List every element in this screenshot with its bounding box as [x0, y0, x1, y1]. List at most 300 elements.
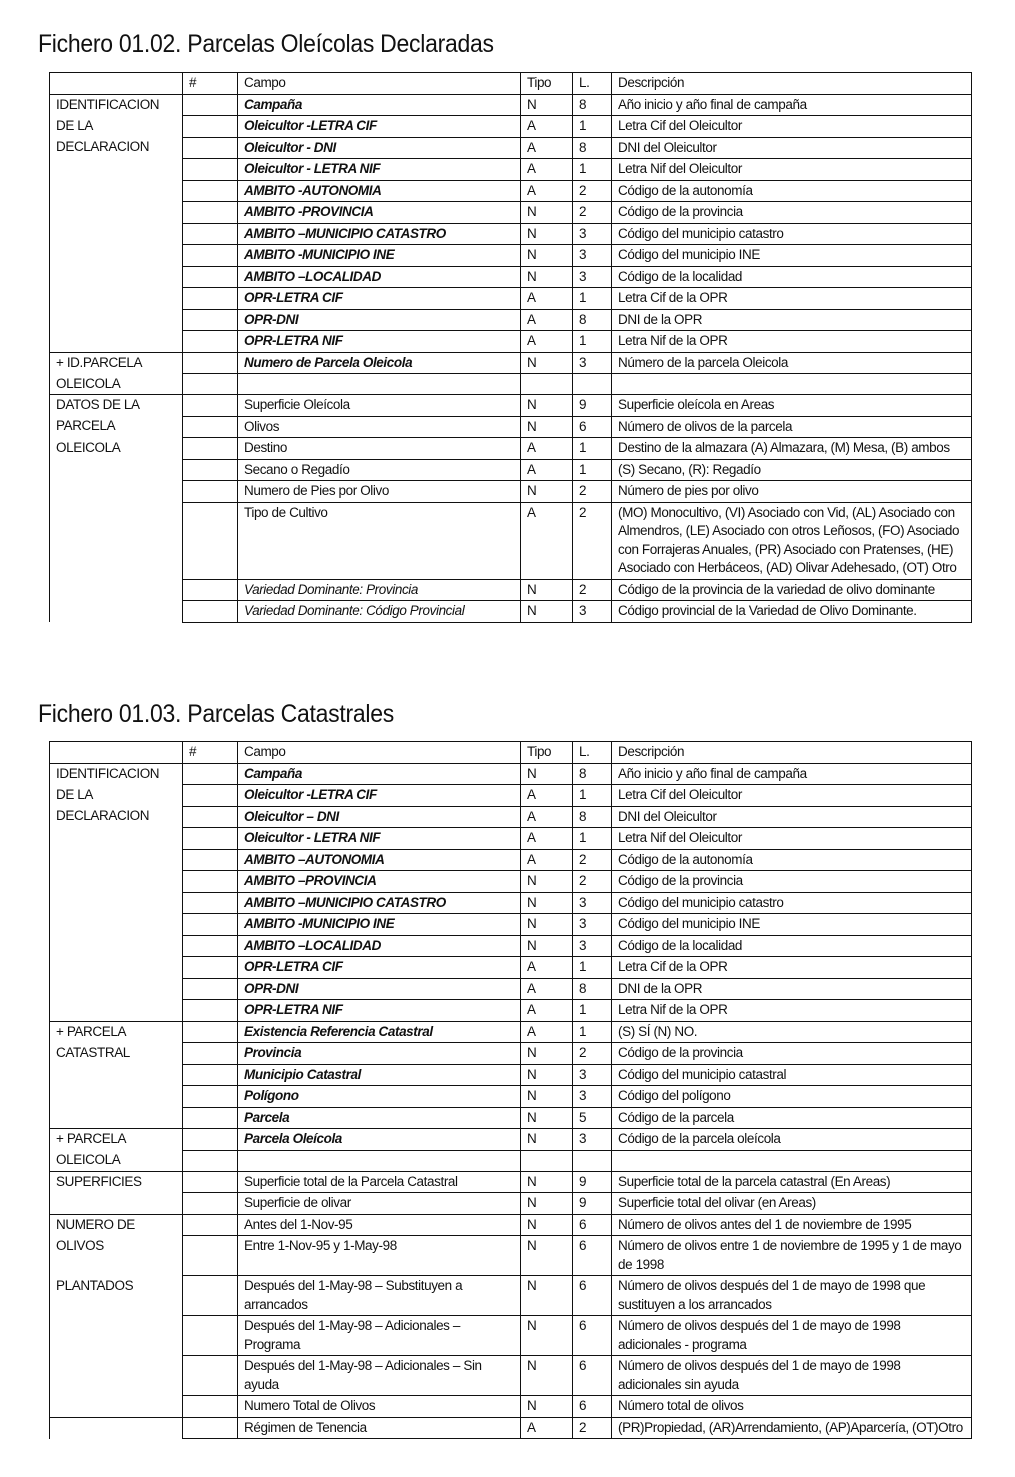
table-row [50, 502, 972, 579]
description-cell: Código de la autonomía [612, 180, 972, 202]
campo-cell: Campaña [238, 94, 521, 116]
tipo-cell: N [521, 935, 573, 957]
group-cell [50, 1356, 183, 1396]
description-cell: (PR)Propiedad, (AR)Arrendamiento, (AP)Aparcería, (OT)Otro [612, 1417, 972, 1439]
tipo-cell: A [521, 137, 573, 159]
tipo-cell: N [521, 1356, 573, 1396]
tipo-cell: N [521, 1236, 573, 1276]
campo-cell: Numero Total de Olivos [238, 1396, 521, 1418]
tipo-cell: A [521, 159, 573, 181]
table-row [50, 1171, 972, 1193]
description-cell [612, 1150, 972, 1171]
hash-cell [183, 1107, 238, 1129]
table-row [50, 1276, 972, 1316]
table-row [50, 978, 972, 1000]
table-row [50, 395, 972, 417]
group-cell [50, 245, 183, 267]
hash-cell [183, 459, 238, 481]
campo-cell: AMBITO –PROVINCIA [238, 871, 521, 893]
header-hash-cell: # [183, 73, 238, 95]
hash-cell [183, 1043, 238, 1065]
tipo-cell: N [521, 871, 573, 893]
group-cell [50, 1396, 183, 1418]
group-cell: OLEICOLA [50, 438, 183, 460]
tipo-cell: A [521, 331, 573, 353]
fields-table [49, 72, 972, 623]
section-title: Fichero 01.03. Parcelas Catastrales [38, 700, 394, 728]
tipo-cell: A [521, 116, 573, 138]
length-cell: 1 [573, 331, 612, 353]
table-row [50, 137, 972, 159]
group-cell: IDENTIFICACION [50, 94, 183, 116]
tipo-cell: A [521, 828, 573, 850]
length-cell: 2 [573, 1043, 612, 1065]
hash-cell [183, 601, 238, 623]
hash-cell [183, 288, 238, 310]
campo-cell: AMBITO –MUNICIPIO CATASTRO [238, 892, 521, 914]
description-cell: Código de la parcela oleícola [612, 1129, 972, 1151]
campo-cell: AMBITO –LOCALIDAD [238, 266, 521, 288]
hash-cell [183, 395, 238, 417]
tipo-cell: N [521, 1171, 573, 1193]
table-row [50, 1356, 972, 1396]
group-cell [50, 1316, 183, 1356]
hash-cell [183, 416, 238, 438]
hash-cell [183, 871, 238, 893]
campo-cell: Oleicultor -LETRA CIF [238, 785, 521, 807]
section-title: Fichero 01.02. Parcelas Oleícolas Declaradas [38, 30, 494, 58]
length-cell: 6 [573, 1356, 612, 1396]
description-cell: Letra Cif de la OPR [612, 957, 972, 979]
campo-cell: OPR-DNI [238, 978, 521, 1000]
table-row [50, 1236, 972, 1276]
campo-cell: Después del 1-May-98 – Substituyen a arrancados [238, 1276, 521, 1316]
group-cell: NUMERO DE [50, 1214, 183, 1236]
hash-cell [183, 438, 238, 460]
hash-cell [183, 1171, 238, 1193]
tipo-cell: N [521, 245, 573, 267]
length-cell: 2 [573, 202, 612, 224]
group-cell: PLANTADOS [50, 1276, 183, 1316]
description-cell: Letra Cif del Oleicultor [612, 116, 972, 138]
group-cell [50, 892, 183, 914]
tipo-cell: A [521, 1417, 573, 1439]
group-cell [50, 1000, 183, 1022]
group-cell [50, 871, 183, 893]
table-row [50, 245, 972, 267]
length-cell: 3 [573, 601, 612, 623]
tipo-cell: A [521, 957, 573, 979]
table-row [50, 352, 972, 374]
group-cell: DATOS DE LA [50, 395, 183, 417]
description-cell: Superficie oleícola en Areas [612, 395, 972, 417]
description-cell: Número de pies por olivo [612, 481, 972, 503]
length-cell: 8 [573, 806, 612, 828]
length-cell: 8 [573, 978, 612, 1000]
hash-cell [183, 806, 238, 828]
description-cell: (S) Secano, (R): Regadío [612, 459, 972, 481]
hash-cell [183, 159, 238, 181]
campo-cell: Secano o Regadío [238, 459, 521, 481]
campo-cell: AMBITO –AUTONOMIA [238, 849, 521, 871]
header-hash-cell: # [183, 742, 238, 764]
tipo-cell: N [521, 1193, 573, 1215]
table-row [50, 579, 972, 601]
table-row [50, 601, 972, 623]
table-header-row [50, 73, 972, 95]
group-cell [50, 957, 183, 979]
table-row [50, 785, 972, 807]
description-cell: Código provincial de la Variedad de Olivo Dominante. [612, 601, 972, 623]
length-cell: 1 [573, 1021, 612, 1043]
description-cell: DNI del Oleicultor [612, 806, 972, 828]
group-cell: CATASTRAL [50, 1043, 183, 1065]
description-cell: DNI de la OPR [612, 978, 972, 1000]
hash-cell [183, 1129, 238, 1151]
campo-cell: Numero de Parcela Oleicola [238, 352, 521, 374]
hash-cell [183, 331, 238, 353]
campo-cell: Olivos [238, 416, 521, 438]
length-cell: 2 [573, 579, 612, 601]
fields-table [49, 741, 972, 1439]
length-cell: 1 [573, 785, 612, 807]
description-cell: Código del municipio INE [612, 914, 972, 936]
tipo-cell: N [521, 352, 573, 374]
table-row [50, 914, 972, 936]
length-cell: 1 [573, 459, 612, 481]
header-tipo-cell: Tipo [521, 742, 573, 764]
header-length-cell: L. [573, 742, 612, 764]
description-cell: Letra Nif de la OPR [612, 1000, 972, 1022]
length-cell: 9 [573, 1171, 612, 1193]
table-row [50, 1396, 972, 1418]
campo-cell: Antes del 1-Nov-95 [238, 1214, 521, 1236]
length-cell: 3 [573, 1064, 612, 1086]
campo-cell [238, 1150, 521, 1171]
length-cell [573, 374, 612, 395]
hash-cell [183, 202, 238, 224]
group-cell [50, 1417, 183, 1439]
tipo-cell: A [521, 1000, 573, 1022]
group-cell: OLEICOLA [50, 374, 183, 395]
tipo-cell: N [521, 1214, 573, 1236]
description-cell: Número de olivos entre 1 de noviembre de 1995 y 1 de mayo de 1998 [612, 1236, 972, 1276]
campo-cell: OPR-LETRA CIF [238, 288, 521, 310]
group-cell [50, 1193, 183, 1215]
hash-cell [183, 180, 238, 202]
group-cell: DE LA [50, 116, 183, 138]
description-cell [612, 374, 972, 395]
group-cell [50, 1064, 183, 1086]
table-row [50, 1000, 972, 1022]
description-cell: Número de olivos después del 1 de mayo de 1998 que sustituyen a los arrancados [612, 1276, 972, 1316]
description-cell: Letra Nif del Oleicultor [612, 828, 972, 850]
table-row [50, 180, 972, 202]
group-cell [50, 849, 183, 871]
group-cell: + PARCELA [50, 1021, 183, 1043]
table-row [50, 266, 972, 288]
campo-cell: OPR-LETRA CIF [238, 957, 521, 979]
length-cell: 3 [573, 352, 612, 374]
length-cell: 3 [573, 245, 612, 267]
table-row [50, 1086, 972, 1108]
tipo-cell: N [521, 579, 573, 601]
tipo-cell: N [521, 416, 573, 438]
group-cell [50, 914, 183, 936]
group-cell [50, 159, 183, 181]
length-cell: 1 [573, 1000, 612, 1022]
table-row [50, 957, 972, 979]
hash-cell [183, 1064, 238, 1086]
table-row [50, 94, 972, 116]
length-cell: 2 [573, 481, 612, 503]
campo-cell: Después del 1-May-98 – Adicionales – Sin ayuda [238, 1356, 521, 1396]
length-cell: 2 [573, 871, 612, 893]
hash-cell [183, 94, 238, 116]
length-cell: 8 [573, 94, 612, 116]
tipo-cell: N [521, 395, 573, 417]
hash-cell [183, 1396, 238, 1418]
table-row [50, 871, 972, 893]
group-cell [50, 1107, 183, 1129]
hash-cell [183, 374, 238, 395]
tipo-cell: N [521, 481, 573, 503]
table-row [50, 202, 972, 224]
table-row [50, 1021, 972, 1043]
length-cell: 3 [573, 223, 612, 245]
description-cell: Código del municipio INE [612, 245, 972, 267]
group-cell: DECLARACION [50, 806, 183, 828]
hash-cell [183, 481, 238, 503]
hash-cell [183, 1150, 238, 1171]
tipo-cell: N [521, 202, 573, 224]
description-cell: Código de la parcela [612, 1107, 972, 1129]
hash-cell [183, 116, 238, 138]
table-row [50, 159, 972, 181]
description-cell: Número de olivos de la parcela [612, 416, 972, 438]
length-cell: 9 [573, 395, 612, 417]
tipo-cell: N [521, 1396, 573, 1418]
length-cell: 2 [573, 180, 612, 202]
header-group-cell [50, 73, 183, 95]
hash-cell [183, 1417, 238, 1439]
table-row [50, 374, 972, 395]
group-cell [50, 309, 183, 331]
table-row [50, 331, 972, 353]
description-cell: Código de la localidad [612, 266, 972, 288]
campo-cell: OPR-LETRA NIF [238, 331, 521, 353]
hash-cell [183, 978, 238, 1000]
group-cell [50, 288, 183, 310]
hash-cell [183, 352, 238, 374]
group-cell [50, 601, 183, 623]
length-cell: 8 [573, 309, 612, 331]
campo-cell: AMBITO -PROVINCIA [238, 202, 521, 224]
hash-cell [183, 763, 238, 785]
description-cell: Letra Cif de la OPR [612, 288, 972, 310]
table-row [50, 892, 972, 914]
hash-cell [183, 1086, 238, 1108]
length-cell: 1 [573, 288, 612, 310]
description-cell: Código de la localidad [612, 935, 972, 957]
table-row [50, 806, 972, 828]
header-length-cell: L. [573, 73, 612, 95]
length-cell: 3 [573, 935, 612, 957]
table-row [50, 849, 972, 871]
description-cell: (S) SÍ (N) NO. [612, 1021, 972, 1043]
campo-cell: AMBITO -MUNICIPIO INE [238, 914, 521, 936]
length-cell: 8 [573, 763, 612, 785]
tipo-cell: A [521, 438, 573, 460]
tipo-cell: A [521, 309, 573, 331]
tipo-cell: N [521, 1043, 573, 1065]
length-cell: 1 [573, 438, 612, 460]
length-cell: 3 [573, 1086, 612, 1108]
group-cell [50, 223, 183, 245]
table-row [50, 116, 972, 138]
group-cell [50, 266, 183, 288]
description-cell: Superficie total del olivar (en Areas) [612, 1193, 972, 1215]
table-row [50, 935, 972, 957]
description-cell: Código del polígono [612, 1086, 972, 1108]
length-cell: 6 [573, 1214, 612, 1236]
table-row [50, 763, 972, 785]
hash-cell [183, 266, 238, 288]
length-cell: 6 [573, 416, 612, 438]
campo-cell: Campaña [238, 763, 521, 785]
group-cell: OLIVOS [50, 1236, 183, 1276]
table-row [50, 223, 972, 245]
table-row [50, 1107, 972, 1129]
description-cell: DNI de la OPR [612, 309, 972, 331]
length-cell [573, 1150, 612, 1171]
description-cell: Código del municipio catastro [612, 223, 972, 245]
description-cell: Superficie total de la parcela catastral (En Areas) [612, 1171, 972, 1193]
description-cell: Número de la parcela Oleicola [612, 352, 972, 374]
campo-cell: Oleicultor - LETRA NIF [238, 828, 521, 850]
hash-cell [183, 137, 238, 159]
tipo-cell: N [521, 892, 573, 914]
header-campo-cell: Campo [238, 73, 521, 95]
header-group-cell [50, 742, 183, 764]
hash-cell [183, 223, 238, 245]
group-cell: SUPERFICIES [50, 1171, 183, 1193]
campo-cell: AMBITO –LOCALIDAD [238, 935, 521, 957]
hash-cell [183, 1214, 238, 1236]
tipo-cell: N [521, 763, 573, 785]
table-header-row [50, 742, 972, 764]
campo-cell: Oleicultor - DNI [238, 137, 521, 159]
length-cell: 2 [573, 502, 612, 579]
length-cell: 3 [573, 892, 612, 914]
length-cell: 6 [573, 1396, 612, 1418]
tipo-cell: A [521, 849, 573, 871]
group-cell: OLEICOLA [50, 1150, 183, 1171]
campo-cell: AMBITO –MUNICIPIO CATASTRO [238, 223, 521, 245]
hash-cell [183, 828, 238, 850]
campo-cell: Oleicultor -LETRA CIF [238, 116, 521, 138]
campo-cell: Oleicultor – DNI [238, 806, 521, 828]
table-row [50, 1064, 972, 1086]
group-cell [50, 579, 183, 601]
description-cell: DNI del Oleicultor [612, 137, 972, 159]
header-description-cell: Descripción [612, 73, 972, 95]
description-cell: Código del municipio catastral [612, 1064, 972, 1086]
hash-cell [183, 1236, 238, 1276]
description-cell: Código de la provincia [612, 202, 972, 224]
tipo-cell: A [521, 785, 573, 807]
tipo-cell: N [521, 1064, 573, 1086]
campo-cell: OPR-LETRA NIF [238, 1000, 521, 1022]
description-cell: (MO) Monocultivo, (VI) Asociado con Vid, (AL) Asociado con Almendros, (LE) Asociado con otros Leñosos, (FO) Asociado con Forrajeras Anuales, (PR) Asociado con Pratenses, (HE) Asociado con Herbáceos, (AD) Olivar Adehesado, (OT) Otro [612, 502, 972, 579]
description-cell: Letra Nif de la OPR [612, 331, 972, 353]
length-cell: 1 [573, 159, 612, 181]
table-row [50, 416, 972, 438]
table-row [50, 459, 972, 481]
campo-cell: Variedad Dominante: Provincia [238, 579, 521, 601]
tipo-cell: A [521, 806, 573, 828]
table-row [50, 1193, 972, 1215]
campo-cell [238, 374, 521, 395]
hash-cell [183, 849, 238, 871]
campo-cell: Existencia Referencia Catastral [238, 1021, 521, 1043]
tipo-cell: N [521, 1107, 573, 1129]
tipo-cell: N [521, 1086, 573, 1108]
length-cell: 1 [573, 828, 612, 850]
length-cell: 1 [573, 957, 612, 979]
description-cell: Código de la provincia de la variedad de olivo dominante [612, 579, 972, 601]
table-row [50, 438, 972, 460]
length-cell: 2 [573, 849, 612, 871]
hash-cell [183, 245, 238, 267]
length-cell: 3 [573, 266, 612, 288]
hash-cell [183, 785, 238, 807]
campo-cell: Superficie Oleícola [238, 395, 521, 417]
table-row [50, 288, 972, 310]
group-cell [50, 481, 183, 503]
tipo-cell: N [521, 266, 573, 288]
description-cell: Número total de olivos [612, 1396, 972, 1418]
length-cell: 6 [573, 1276, 612, 1316]
campo-cell: Numero de Pies por Olivo [238, 481, 521, 503]
tipo-cell: N [521, 601, 573, 623]
group-cell [50, 828, 183, 850]
tipo-cell: A [521, 1021, 573, 1043]
tipo-cell: N [521, 914, 573, 936]
length-cell: 3 [573, 1129, 612, 1151]
tipo-cell: A [521, 459, 573, 481]
length-cell: 1 [573, 116, 612, 138]
description-cell: Código de la autonomía [612, 849, 972, 871]
tipo-cell: N [521, 94, 573, 116]
campo-cell: Provincia [238, 1043, 521, 1065]
table-row [50, 1150, 972, 1171]
table-row [50, 481, 972, 503]
tipo-cell: A [521, 502, 573, 579]
group-cell [50, 935, 183, 957]
group-cell [50, 978, 183, 1000]
header-campo-cell: Campo [238, 742, 521, 764]
group-cell [50, 459, 183, 481]
campo-cell: Régimen de Tenencia [238, 1417, 521, 1439]
hash-cell [183, 914, 238, 936]
length-cell: 5 [573, 1107, 612, 1129]
campo-cell: Variedad Dominante: Código Provincial [238, 601, 521, 623]
hash-cell [183, 309, 238, 331]
hash-cell [183, 502, 238, 579]
table-row [50, 1316, 972, 1356]
table-row [50, 1417, 972, 1439]
